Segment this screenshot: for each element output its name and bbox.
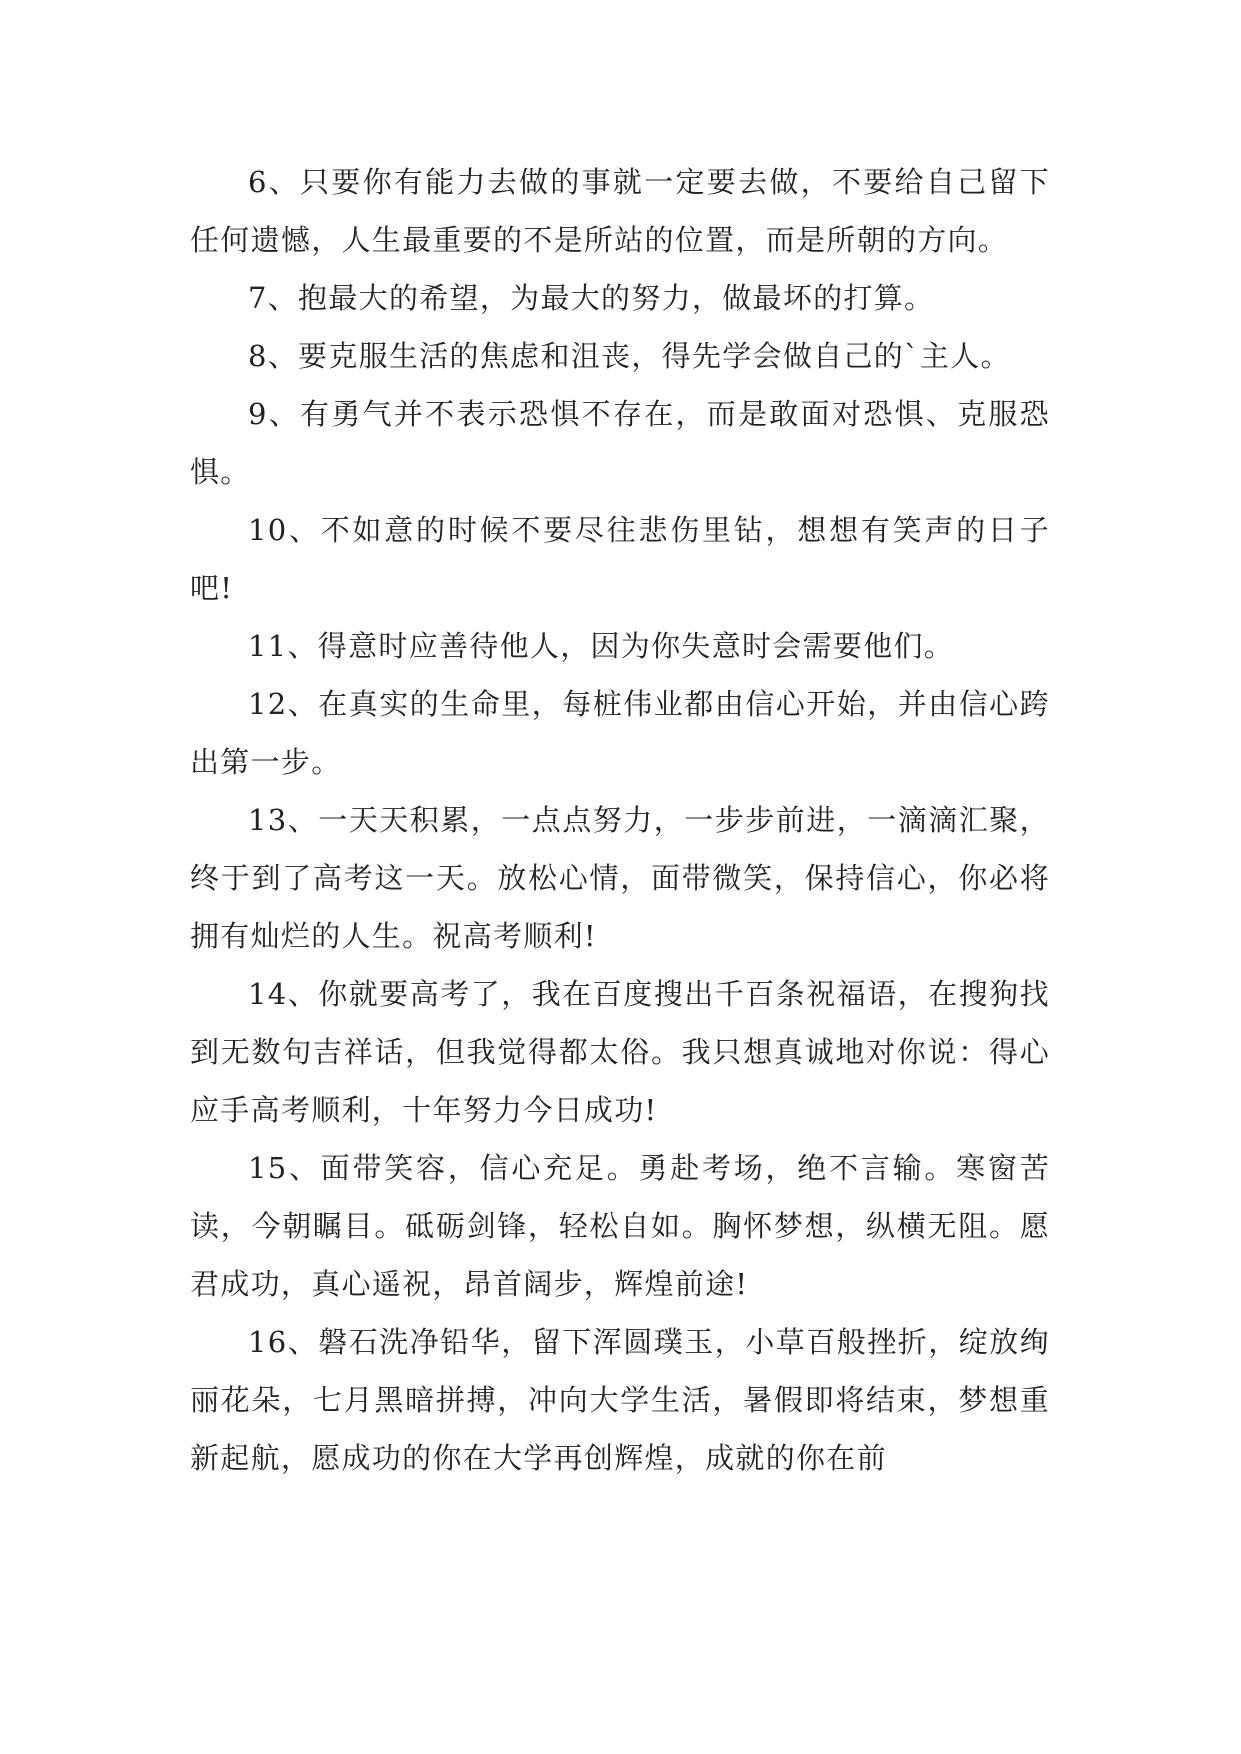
paragraph-11: 11、得意时应善待他人，因为你失意时会需要他们。: [248, 629, 955, 663]
document-body: [190, 153, 1050, 1487]
paragraph-15: 15、面带笑容，信心充足。勇赴考场，绝不言输。寒窗苦读，今朝瞩目。砥砺剑锋，轻松自如。胸怀梦想，纵横无阻。愿君成功，真心遥祝，昂首阔步，辉煌前途!: [190, 1151, 1050, 1301]
paragraph-10: 10、不如意的时候不要尽往悲伤里钻，想想有笑声的日子吧!: [190, 513, 1050, 605]
paragraph-6: 6、只要你有能力去做的事就一定要去做，不要给自己留下任何遗憾，人生最重要的不是所站的位置，而是所朝的方向。: [190, 165, 1050, 257]
paragraph-16: 16、磐石洗净铅华，留下浑圆璞玉，小草百般挫折，绽放绚丽花朵，七月黑暗拼搏，冲向大学生活，暑假即将结束，梦想重新起航，愿成功的你在大学再创辉煌，成就的你在前: [190, 1325, 1050, 1475]
paragraph-8: 8、要克服生活的焦虑和沮丧，得先学会做自己的`主人。: [248, 339, 1011, 373]
paragraph-7: 7、抱最大的希望，为最大的努力，做最坏的打算。: [248, 281, 935, 315]
paragraph-13: 13、一天天积累，一点点努力，一步步前进，一滴滴汇聚，终于到了高考这一天。放松心情，面带微笑，保持信心，你必将拥有灿烂的人生。祝高考顺利!: [190, 803, 1050, 953]
paragraph-14: 14、你就要高考了，我在百度搜出千百条祝福语，在搜狗找到无数句吉祥话，但我觉得都太俗。我只想真诚地对你说：得心应手高考顺利，十年努力今日成功!: [190, 977, 1050, 1127]
paragraph-12: 12、在真实的生命里，每桩伟业都由信心开始，并由信心跨出第一步。: [190, 687, 1050, 779]
paragraph-9: 9、有勇气并不表示恐惧不存在，而是敢面对恐惧、克服恐惧。: [190, 397, 1050, 489]
